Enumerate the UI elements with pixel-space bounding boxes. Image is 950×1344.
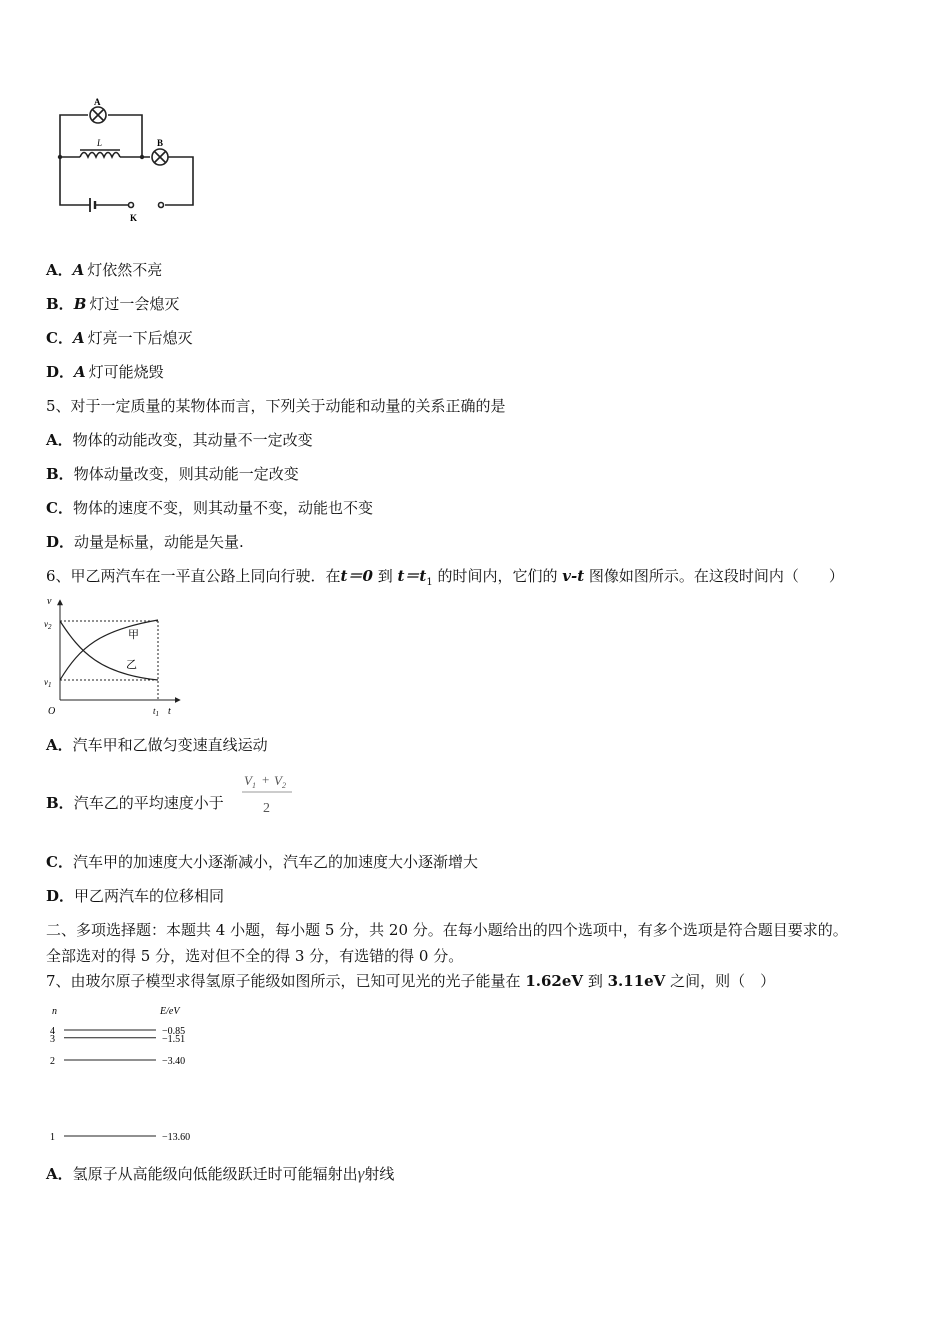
energy-level-diagram xyxy=(40,1000,220,1150)
section2-line1: 二、多项选择题：本题共 4 小题，每小题 5 分，共 20 分。在每小题给出的四个选项中，有多个选项是符合题目要求的。 xyxy=(46,921,848,939)
energy-level-n: 1 xyxy=(50,1132,55,1143)
q5-stem: 5、对于一定质量的某物体而言，下列关于动能和动量的关系正确的是 xyxy=(46,397,506,415)
origin-label: O xyxy=(48,706,56,717)
v1-label: $v_1$ xyxy=(44,677,52,689)
q5-option-a: A．物体的动能改变，其动量不一定改变 xyxy=(46,431,313,449)
q5-option-b: B．物体动量改变，则其动能一定改变 xyxy=(46,465,299,483)
inductor-icon xyxy=(80,153,120,158)
q7-stem: 7、由玻尔原子模型求得氢原子能级如图所示，已知可见光的光子能量在 1.62eV 到 3.11eV 之间，则（ ） xyxy=(46,972,776,990)
q5-option-c: C．物体的速度不变，则其动量不变，动能也不变 xyxy=(46,499,373,517)
switch-label: K xyxy=(130,213,138,223)
q4-option-b: B．B 灯过一会熄灭 xyxy=(46,295,180,313)
q4-option-c: C．A 灯亮一下后熄灭 xyxy=(46,329,193,347)
v2-label: $v_2$ xyxy=(44,619,52,631)
curve-yi xyxy=(60,621,158,680)
q5-option-d: D．动量是标量，动能是矢量. xyxy=(46,533,244,551)
energy-level-value: −13.60 xyxy=(162,1132,191,1143)
e-label: E/eV xyxy=(160,1006,180,1017)
curve-jia-label: 甲 xyxy=(128,629,139,641)
q6-option-c: C．汽车甲的加速度大小逐渐减小，汽车乙的加速度大小逐渐增大 xyxy=(46,853,478,871)
svg-text:+: + xyxy=(262,772,270,787)
energy-level-value: −1.51 xyxy=(162,1033,186,1045)
curve-jia xyxy=(60,620,158,680)
q6-stem: 6、甲乙两汽车在一平直公路上同向行驶．在t＝0 到 $t=t_1$ 的时间内，它们的 v-t 图像如图所示。在这段时间内（ ） xyxy=(46,567,844,588)
t-axis-label: t xyxy=(168,706,171,717)
circuit-diagram xyxy=(50,95,210,225)
q6-option-a: A．汽车甲和乙做匀变速直线运动 xyxy=(46,736,268,754)
q4-option-a: A．A 灯依然不亮 xyxy=(46,261,163,279)
n-label: n xyxy=(52,1006,57,1017)
q7-option-a: A．氢原子从高能级向低能级跃迁时可能辐射出γ射线 xyxy=(46,1164,395,1183)
q6-option-b: B．汽车乙的平均速度小于 xyxy=(46,794,224,812)
svg-text:2: 2 xyxy=(263,801,270,816)
energy-level-n: 2 xyxy=(50,1056,55,1067)
energy-level-value: −3.40 xyxy=(162,1056,186,1067)
v-axis-label: v xyxy=(47,596,52,607)
t1-label: $t_1$ xyxy=(153,706,160,718)
switch-icon xyxy=(129,203,134,208)
svg-text:V2: $V_2$ xyxy=(274,773,286,790)
fraction-v1-plus-v2-over-2 xyxy=(240,770,300,818)
q6-option-d: D．甲乙两汽车的位移相同 xyxy=(46,887,225,905)
lamp-a-label: A xyxy=(94,97,101,107)
inductor-label: L xyxy=(97,138,103,148)
energy-level-n: 3 xyxy=(50,1033,55,1045)
curve-yi-label: 乙 xyxy=(126,659,137,671)
svg-text:V1: $V_1$ xyxy=(244,773,256,790)
energy-levels xyxy=(50,1026,190,1143)
vt-graph xyxy=(40,592,190,720)
q4-option-d: D．A 灯可能烧毁 xyxy=(46,363,164,381)
section2-line2: 全部选对的得 5 分，选对但不全的得 3 分，有选错的得 0 分。 xyxy=(46,947,464,965)
energy-level-value: −0.85 xyxy=(162,1026,186,1037)
energy-level-n: 4 xyxy=(50,1026,55,1037)
lamp-b-label: B xyxy=(157,138,164,148)
